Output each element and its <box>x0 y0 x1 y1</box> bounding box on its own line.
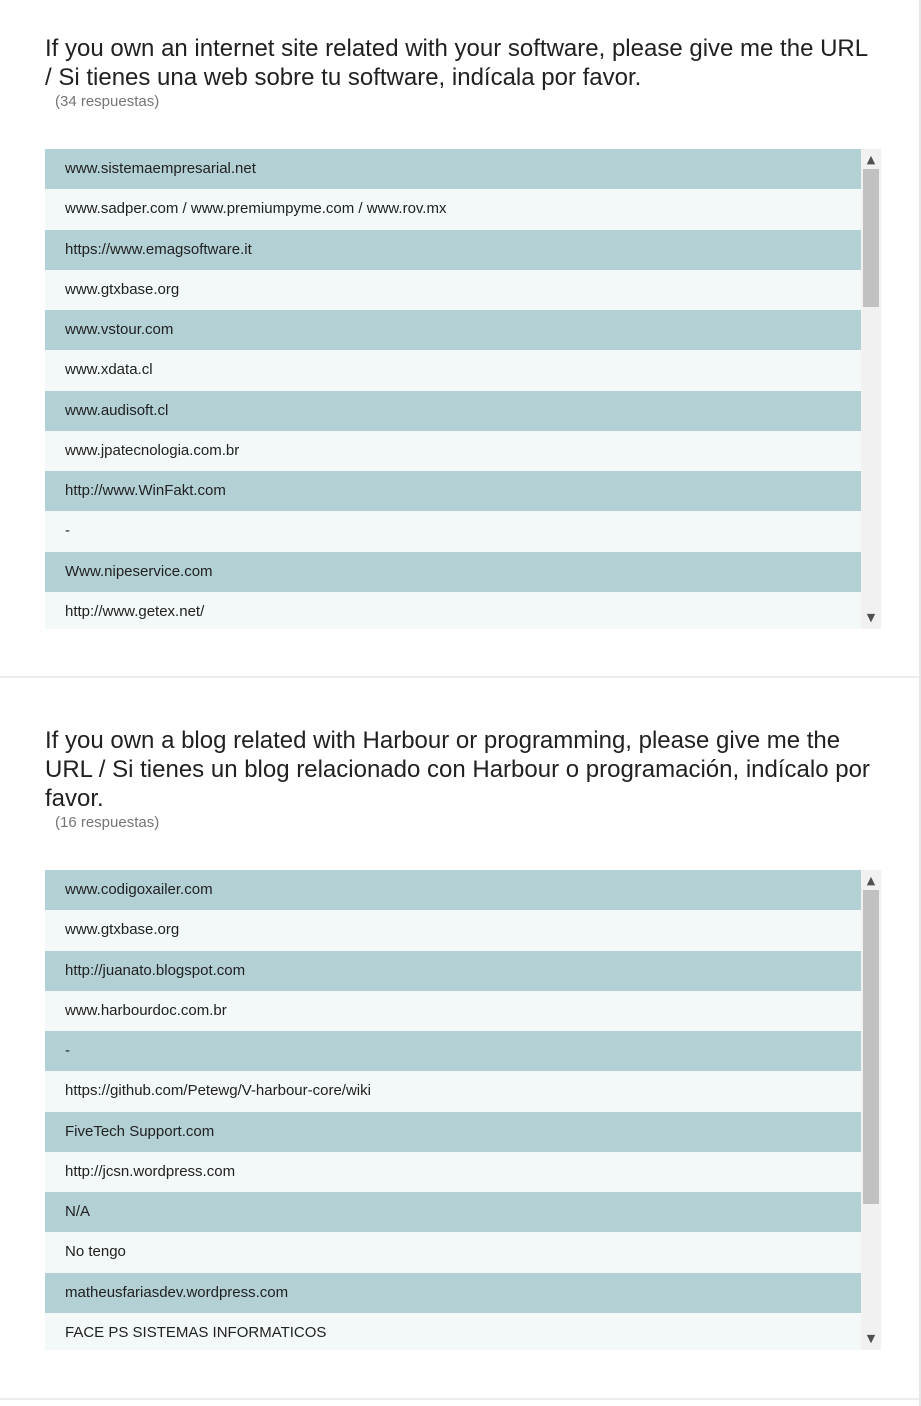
list-item: www.xdata.cl <box>45 350 861 390</box>
card-divider <box>0 1398 919 1400</box>
list-item: www.vstour.com <box>45 310 861 350</box>
list-item: matheusfariasdev.wordpress.com <box>45 1273 861 1313</box>
list-item: https://github.com/Petewg/V-harbour-core/wiki <box>45 1071 861 1111</box>
list-item: - <box>45 1031 861 1071</box>
list-item: FACE PS SISTEMAS INFORMATICOS <box>45 1313 861 1350</box>
list-item: http://www.getex.net/ <box>45 592 861 629</box>
list-item: Www.nipeservice.com <box>45 552 861 592</box>
list-item: http://jcsn.wordpress.com <box>45 1152 861 1192</box>
list-item: https://www.emagsoftware.it <box>45 230 861 270</box>
vertical-scrollbar[interactable] <box>861 870 881 1350</box>
list-item: No tengo <box>45 1232 861 1272</box>
response-count: (34 respuestas) <box>55 93 160 110</box>
list-item: www.codigoxailer.com <box>45 870 861 910</box>
list-item: www.gtxbase.org <box>45 270 861 310</box>
chevron-up-icon[interactable]: ▲ <box>866 153 876 166</box>
vertical-scrollbar[interactable] <box>861 149 881 629</box>
list-item: www.gtxbase.org <box>45 910 861 950</box>
chevron-up-icon[interactable]: ▲ <box>866 874 876 887</box>
responses-list-items <box>45 870 861 1350</box>
responses-list[interactable] <box>45 149 881 629</box>
list-item: www.harbourdoc.com.br <box>45 991 861 1031</box>
scrollbar-thumb[interactable] <box>863 169 879 307</box>
question-title: If you own a blog related with Harbour or programming, please give me the URL / Si tienes un blog relacionado con Harbour o programación, indícalo por favor. <box>45 727 870 812</box>
chevron-down-icon[interactable]: ▼ <box>866 611 876 624</box>
question-card-website <box>0 0 919 676</box>
list-item: http://www.WinFakt.com <box>45 471 861 511</box>
list-item: www.sadper.com / www.premiumpyme.com / www.rov.mx <box>45 189 861 229</box>
chevron-down-icon[interactable]: ▼ <box>866 1332 876 1345</box>
list-item: FiveTech Support.com <box>45 1112 861 1152</box>
list-item: www.audisoft.cl <box>45 391 861 431</box>
list-item: N/A <box>45 1192 861 1232</box>
response-count: (16 respuestas) <box>55 814 160 831</box>
scrollbar-thumb[interactable] <box>863 890 879 1204</box>
list-item: www.sistemaempresarial.net <box>45 149 861 189</box>
list-item: - <box>45 511 861 551</box>
responses-list-items <box>45 149 861 629</box>
list-item: www.jpatecnologia.com.br <box>45 431 861 471</box>
question-card-blog <box>0 678 919 1398</box>
responses-list[interactable] <box>45 870 881 1350</box>
list-item: http://juanato.blogspot.com <box>45 951 861 991</box>
question-title: If you own an internet site related with your software, please give me the URL / Si tienes una web sobre tu software, indícala por favor. <box>45 35 868 91</box>
